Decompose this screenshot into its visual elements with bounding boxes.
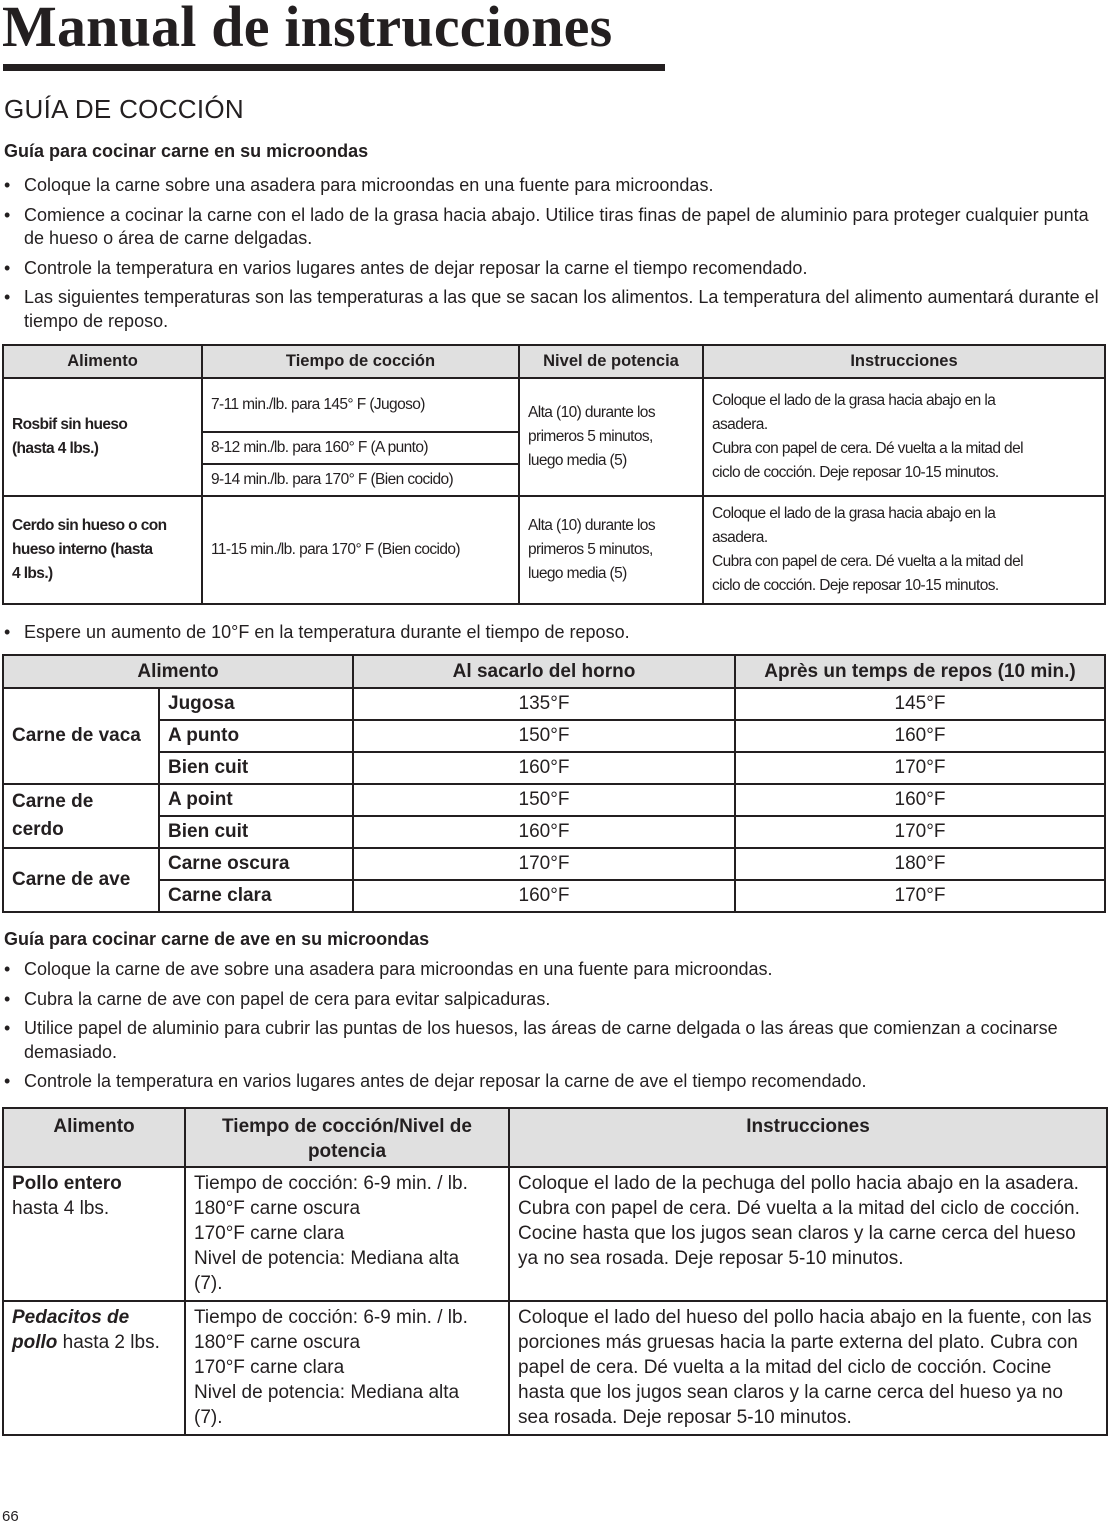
column-header: Al sacarlo del horno [353, 655, 735, 688]
temp-out-cell: 170°F [353, 848, 735, 880]
instruction-line: Coloque el lado de la grasa hacia abajo en la [712, 505, 996, 522]
rest-note [4, 621, 1104, 645]
power-line: primeros 5 minutos, [528, 428, 653, 445]
column-header: Alimento [3, 1108, 185, 1167]
time-line: 180°F carne oscura [194, 1198, 361, 1219]
table-row [3, 1167, 1107, 1301]
column-header: Tiempo de cocción/Nivel de potencia [185, 1108, 509, 1167]
list-item: • Coloque la carne sobre una asadera para microondas en una fuente para microondas. [4, 174, 1104, 198]
cook-time-cell: 11-15 min./lb. para 170° F (Bien cocido) [202, 496, 519, 604]
cook-time-cell [185, 1167, 509, 1301]
time-line: Nivel de potencia: Mediana alta [194, 1248, 460, 1269]
category-line: Carne de [12, 791, 94, 812]
doneness-cell: A punto [159, 720, 353, 752]
time-line: (7). [194, 1273, 223, 1294]
power-line: luego media (5) [528, 452, 627, 469]
instruction-line: ciclo de cocción. Deje reposar 10-15 minutos. [712, 464, 999, 481]
column-header: Alimento [3, 655, 353, 688]
table-header-row [3, 1108, 1107, 1167]
instruction-line: Cubra con papel de cera. Dé vuelta a la mitad del [712, 440, 1023, 457]
doneness-cell: A point [159, 784, 353, 816]
instruction-line: Coloque el lado de la grasa hacia abajo en la [712, 392, 996, 409]
table-row [3, 496, 1105, 604]
table-row [3, 1301, 1107, 1435]
list-item: • Controle la temperatura en varios lugares antes de dejar reposar la carne de ave el tiempo recomendado. [4, 1070, 1104, 1094]
meat-cooking-table [2, 344, 1106, 605]
time-line: 170°F carne clara [194, 1357, 345, 1378]
list-item: • Controle la temperatura en varios lugares antes de dejar reposar la carne el tiempo recomendado. [4, 257, 1104, 281]
power-line: Alta (10) durante los [528, 517, 655, 534]
table-row [3, 880, 1105, 912]
meat-guide-subheading: Guía para cocinar carne en su microondas [4, 141, 369, 161]
power-line: luego media (5) [528, 565, 627, 582]
table-header-row [3, 345, 1105, 378]
food-cell [3, 378, 202, 496]
list-item: • Cubra la carne de ave con papel de cera para evitar salpicaduras. [4, 988, 1104, 1012]
doneness-cell: Bien cuit [159, 816, 353, 848]
food-name: Pedacitos de pollo [12, 1307, 130, 1353]
time-line: 180°F carne oscura [194, 1332, 361, 1353]
doneness-cell: Carne clara [159, 880, 353, 912]
list-item: • Comience a cocinar la carne con el lado de la grasa hacia abajo. Utilice tiras finas de papel de aluminio para proteger cualquier punta de hueso o área de carne delgadas. [4, 204, 1104, 251]
food-limit: hasta 4 lbs. [12, 1198, 110, 1219]
instructions-cell: Coloque el lado del hueso del pollo hacia abajo en la fuente, con las porciones más gruesas hacia la parte externa del plato. Cubra con papel de cera. Dé vuelta a la mitad del ciclo de cocción. Cocine hasta que los jugos sean claros y la carne cerca del hueso ya no sea rosada. Deje reposar 5-10 minutos. [509, 1301, 1107, 1435]
time-line: (7). [194, 1407, 223, 1428]
power-line: Alta (10) durante los [528, 404, 655, 421]
instruction-line: asadera. [712, 416, 768, 433]
temp-after-cell: 170°F [735, 816, 1105, 848]
page-number: 66 [2, 1508, 19, 1525]
category-cell: Carne de vaca [3, 688, 159, 784]
cook-time-cell: 8-12 min./lb. para 160° F (A punto) [202, 432, 519, 464]
poultry-cooking-table [2, 1107, 1108, 1436]
table-row [3, 848, 1105, 880]
food-name: hueso interno (hasta [12, 541, 153, 558]
list-item: • Espere un aumento de 10°F en la temperatura durante el tiempo de reposo. [4, 621, 1104, 645]
instruction-line: Cubra con papel de cera. Dé vuelta a la mitad del [712, 553, 1023, 570]
temp-after-cell: 170°F [735, 752, 1105, 784]
table-row [3, 752, 1105, 784]
temp-out-cell: 150°F [353, 720, 735, 752]
food-cell [3, 1301, 185, 1435]
column-header: Instrucciones [509, 1108, 1107, 1167]
page-title: Manual de instrucciones [2, 0, 613, 59]
temp-after-cell: 180°F [735, 848, 1105, 880]
meat-guide-bullets [4, 174, 1104, 333]
poultry-guide-subheading: Guía para cocinar carne de ave en su microondas [4, 929, 430, 949]
instructions-cell [703, 496, 1105, 604]
food-name: Cerdo sin hueso o con [12, 517, 167, 534]
cook-time-cell: 7-11 min./lb. para 145° F (Jugoso) [202, 378, 519, 432]
power-line: primeros 5 minutos, [528, 541, 653, 558]
time-line: Tiempo de cocción: 6-9 min. / lb. [194, 1173, 468, 1194]
instructions-cell: Coloque el lado de la pechuga del pollo hacia abajo en la asadera. Cubra con papel de cera. Dé vuelta a la mitad del ciclo de cocción. Cocine hasta que los jugos sean claros y la carne cerca del hueso ya no sea rosada. Deje reposar 5-10 minutos. [509, 1167, 1107, 1301]
food-name: Pollo entero [12, 1173, 122, 1194]
instruction-line: ciclo de cocción. Deje reposar 10-15 minutos. [712, 577, 999, 594]
temp-out-cell: 135°F [353, 688, 735, 720]
category-line: cerdo [12, 819, 64, 840]
table-row [3, 784, 1105, 816]
column-header: Après un temps de repos (10 min.) [735, 655, 1105, 688]
column-header: Alimento [3, 345, 202, 378]
table-row [3, 816, 1105, 848]
category-cell [3, 784, 159, 848]
category-cell: Carne de ave [3, 848, 159, 912]
temp-after-cell: 160°F [735, 784, 1105, 816]
instruction-line: asadera. [712, 529, 768, 546]
cook-time-cell: 9-14 min./lb. para 170° F (Bien cocido) [202, 464, 519, 496]
temp-out-cell: 160°F [353, 752, 735, 784]
poultry-guide-bullets [4, 958, 1104, 1094]
section-heading: GUÍA DE COCCIÓN [4, 94, 244, 124]
list-item: • Utilice papel de aluminio para cubrir las puntas de los huesos, las áreas de carne delgada o las áreas que comienzan a cocinarse demasiado. [4, 1017, 1104, 1064]
food-limit: (hasta 4 lbs.) [12, 440, 99, 457]
temp-out-cell: 160°F [353, 880, 735, 912]
table-row [3, 720, 1105, 752]
doneness-cell: Carne oscura [159, 848, 353, 880]
temp-out-cell: 150°F [353, 784, 735, 816]
temp-after-cell: 160°F [735, 720, 1105, 752]
time-line: 170°F carne clara [194, 1223, 345, 1244]
column-header: Instrucciones [703, 345, 1105, 378]
column-header: Tiempo de cocción [202, 345, 519, 378]
table-header-row [3, 655, 1105, 688]
food-limit: hasta 2 lbs. [62, 1332, 160, 1353]
time-line: Tiempo de cocción: 6-9 min. / lb. [194, 1307, 468, 1328]
food-name: 4 lbs.) [12, 565, 53, 582]
table-row [3, 378, 1105, 432]
list-item: • Coloque la carne de ave sobre una asadera para microondas en una fuente para microondas. [4, 958, 1104, 982]
temperature-table [2, 654, 1106, 913]
temp-out-cell: 160°F [353, 816, 735, 848]
cook-time-cell [185, 1301, 509, 1435]
time-line: Nivel de potencia: Mediana alta [194, 1382, 460, 1403]
temp-after-cell: 145°F [735, 688, 1105, 720]
power-cell [519, 378, 703, 496]
power-cell [519, 496, 703, 604]
doneness-cell: Bien cuit [159, 752, 353, 784]
doneness-cell: Jugosa [159, 688, 353, 720]
table-row [3, 688, 1105, 720]
food-cell [3, 496, 202, 604]
column-header: Nivel de potencia [519, 345, 703, 378]
food-name: Rosbif sin hueso [12, 416, 128, 433]
title-rule [3, 64, 665, 71]
instructions-cell [703, 378, 1105, 496]
food-cell [3, 1167, 185, 1301]
temp-after-cell: 170°F [735, 880, 1105, 912]
list-item: • Las siguientes temperaturas son las temperaturas a las que se sacan los alimentos. La temperatura del alimento aumentará durante el tiempo de reposo. [4, 286, 1104, 333]
